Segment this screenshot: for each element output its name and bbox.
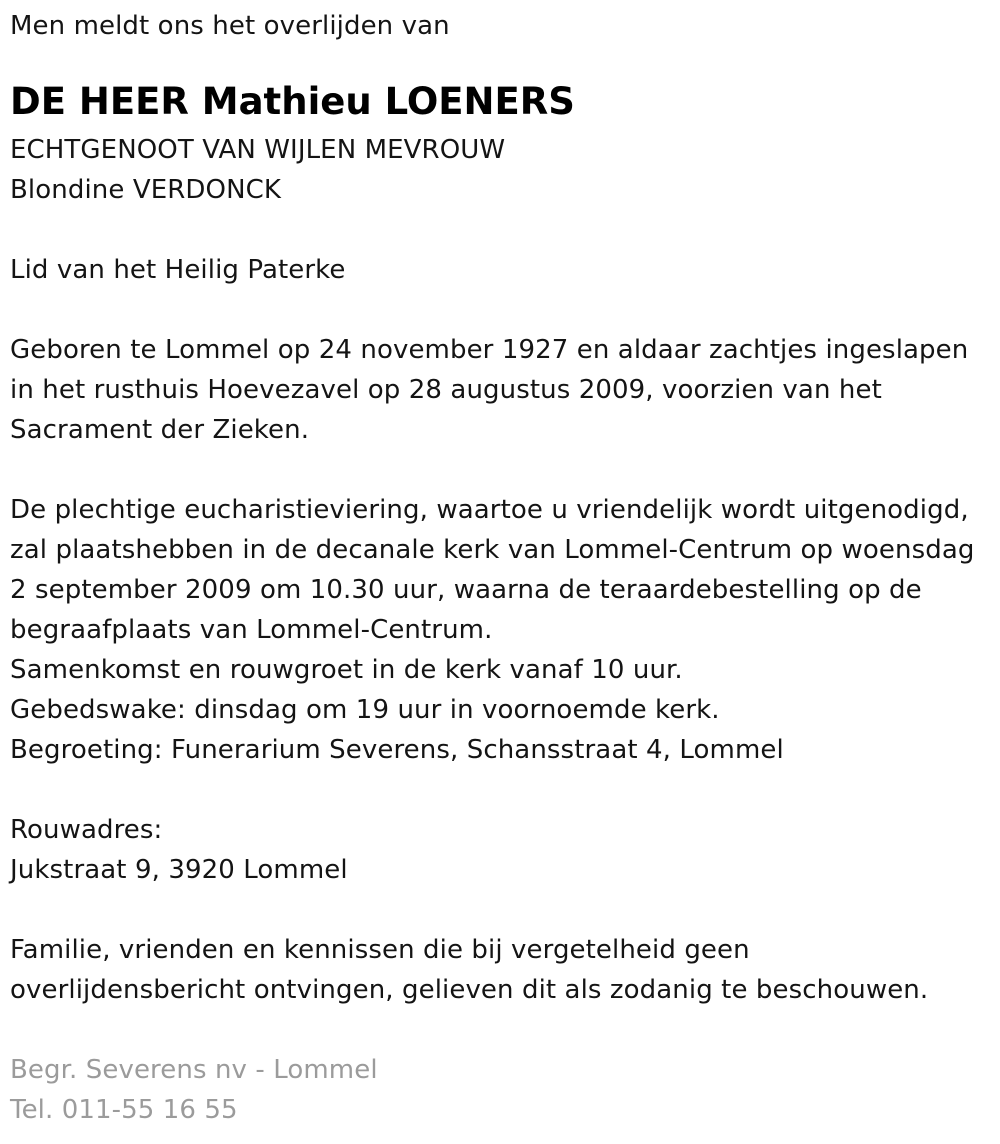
spacer [10,290,995,330]
notice-line: overlijdensbericht ontvingen, gelieven dit als zodanig te beschouwen. [10,975,929,1005]
spacer [10,890,995,930]
birth-death-line: Geboren te Lommel op 24 november 1927 en aldaar zachtjes ingeslapen [10,335,969,365]
birth-death-line: in het rusthuis Hoevezavel op 28 augustus 2009, voorzien van het [10,375,882,405]
birth-death-line: Sacrament der Zieken. [10,415,310,445]
spacer [10,210,995,250]
spouse-line-1: ECHTGENOOT VAN WIJLEN MEVROUW [10,135,506,165]
ceremony-line: zal plaatshebben in de decanale kerk van Lommel-Centrum op woensdag [10,535,975,565]
footer-phone: Tel. 011-55 16 55 [10,1095,238,1125]
spacer [10,1010,995,1050]
ceremony-line: De plechtige eucharistieviering, waartoe u vriendelijk wordt uitgenodigd, [10,495,969,525]
membership-text: Lid van het Heilig Paterke [10,255,346,285]
ceremony-line: Samenkomst en rouwgroet in de kerk vanaf 10 uur. [10,655,683,685]
deceased-name: DE HEER Mathieu LOENERS [10,80,575,123]
obituary-notice [10,6,995,1130]
spouse-line-2: Blondine VERDONCK [10,175,282,205]
ceremony-line: 2 september 2009 om 10.30 uur, waarna de teraardebestelling op de [10,575,922,605]
intro-text: Men meldt ons het overlijden van [10,11,450,41]
address-label: Rouwadres: [10,815,163,845]
ceremony-line: begraafplaats van Lommel-Centrum. [10,615,493,645]
address-text: Jukstraat 9, 3920 Lommel [10,855,348,885]
ceremony-line: Begroeting: Funerarium Severens, Schansstraat 4, Lommel [10,735,784,765]
footer-company: Begr. Severens nv - Lommel [10,1055,378,1085]
spacer [10,450,995,490]
spacer [10,46,995,76]
ceremony-line: Gebedswake: dinsdag om 19 uur in voornoemde kerk. [10,695,720,725]
notice-line: Familie, vrienden en kennissen die bij vergetelheid geen [10,935,750,965]
spacer [10,770,995,810]
